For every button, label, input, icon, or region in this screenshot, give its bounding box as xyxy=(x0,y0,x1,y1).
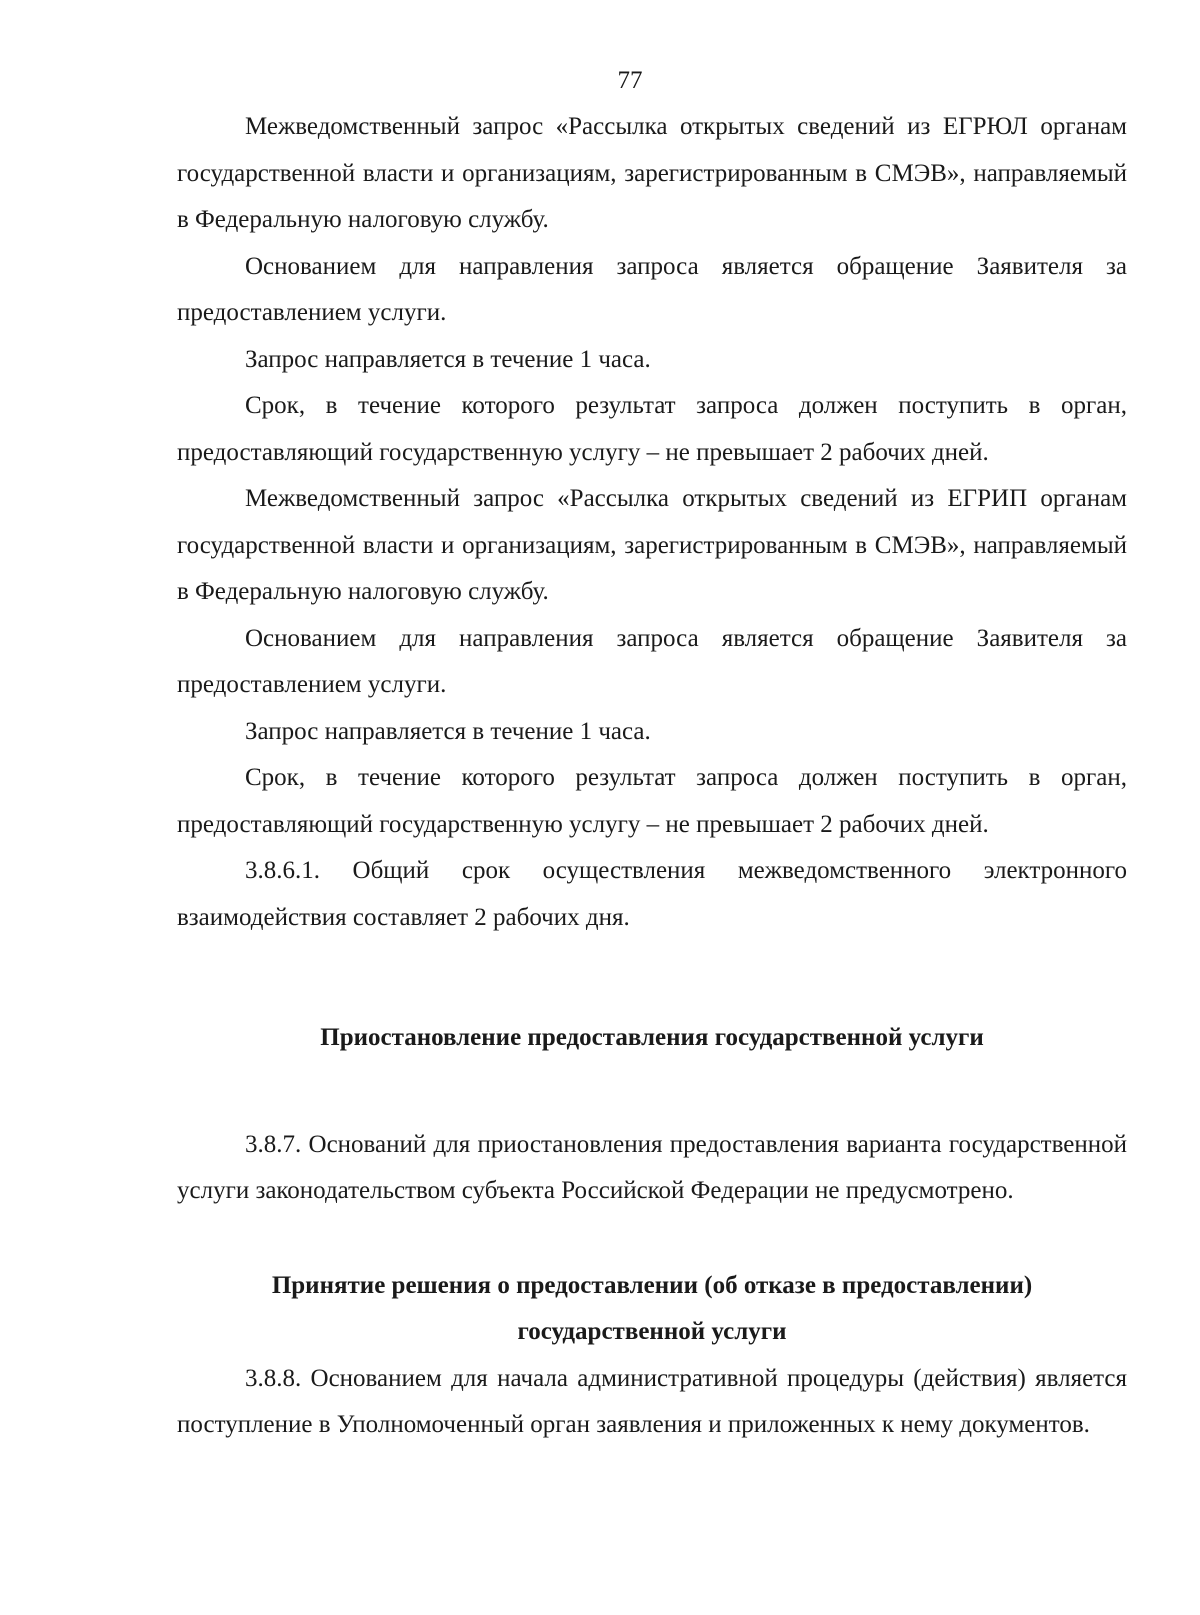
paragraph-egrul-request: Межведомственный запрос «Рассылка открытых сведений из ЕГРЮЛ органам государственной власти и организациям, зарегистрированным в СМЭВ», направляемый в Федеральную налоговую службу. xyxy=(177,113,1127,233)
section-gap xyxy=(177,1215,1127,1263)
section-gap xyxy=(177,941,1127,1015)
paragraph-total-term: 3.8.6.1. Общий срок осуществления межведомственного электронного взаимодействия составляет 2 рабочих дня. xyxy=(177,857,1127,931)
paragraph-response-deadline: Срок, в течение которого результат запроса должен поступить в орган, предоставляющий государственную услугу – не превышает 2 рабочих дней. xyxy=(177,392,1127,466)
section-heading-suspension: Приостановление предоставления государственной услуги xyxy=(320,1024,984,1051)
section-heading-decision-line2: государственной услуги xyxy=(517,1318,787,1345)
document-body xyxy=(177,104,1127,1449)
paragraph-request-basis: Основанием для направления запроса является обращение Заявителя за предоставлением услуги. xyxy=(177,252,1127,326)
section-gap xyxy=(177,1062,1127,1122)
page-number: 77 xyxy=(617,67,643,94)
paragraph-egrip-request: Межведомственный запрос «Рассылка открытых сведений из ЕГРИП органам государственной власти и организациям, зарегистрированным в СМЭВ», направляемый в Федеральную налоговую службу. xyxy=(177,485,1127,605)
paragraph-request-timing: Запрос направляется в течение 1 часа. xyxy=(245,717,651,745)
paragraph-request-timing: Запрос направляется в течение 1 часа. xyxy=(245,345,651,373)
paragraph-decision-basis: 3.8.8. Основанием для начала административной процедуры (действия) является поступление в Уполномоченный орган заявления и приложенных к нему документов. xyxy=(177,1364,1127,1438)
paragraph-response-deadline: Срок, в течение которого результат запроса должен поступить в орган, предоставляющий государственную услугу – не превышает 2 рабочих дней. xyxy=(177,764,1127,838)
paragraph-suspension: 3.8.7. Оснований для приостановления предоставления варианта государственной услуги законодательством субъекта Российской Федерации не предусмотрено. xyxy=(177,1130,1127,1204)
section-heading-decision-line1: Принятие решения о предоставлении (об отказе в предоставлении) xyxy=(271,1271,1033,1299)
paragraph-request-basis: Основанием для направления запроса является обращение Заявителя за предоставлением услуги. xyxy=(177,624,1127,698)
